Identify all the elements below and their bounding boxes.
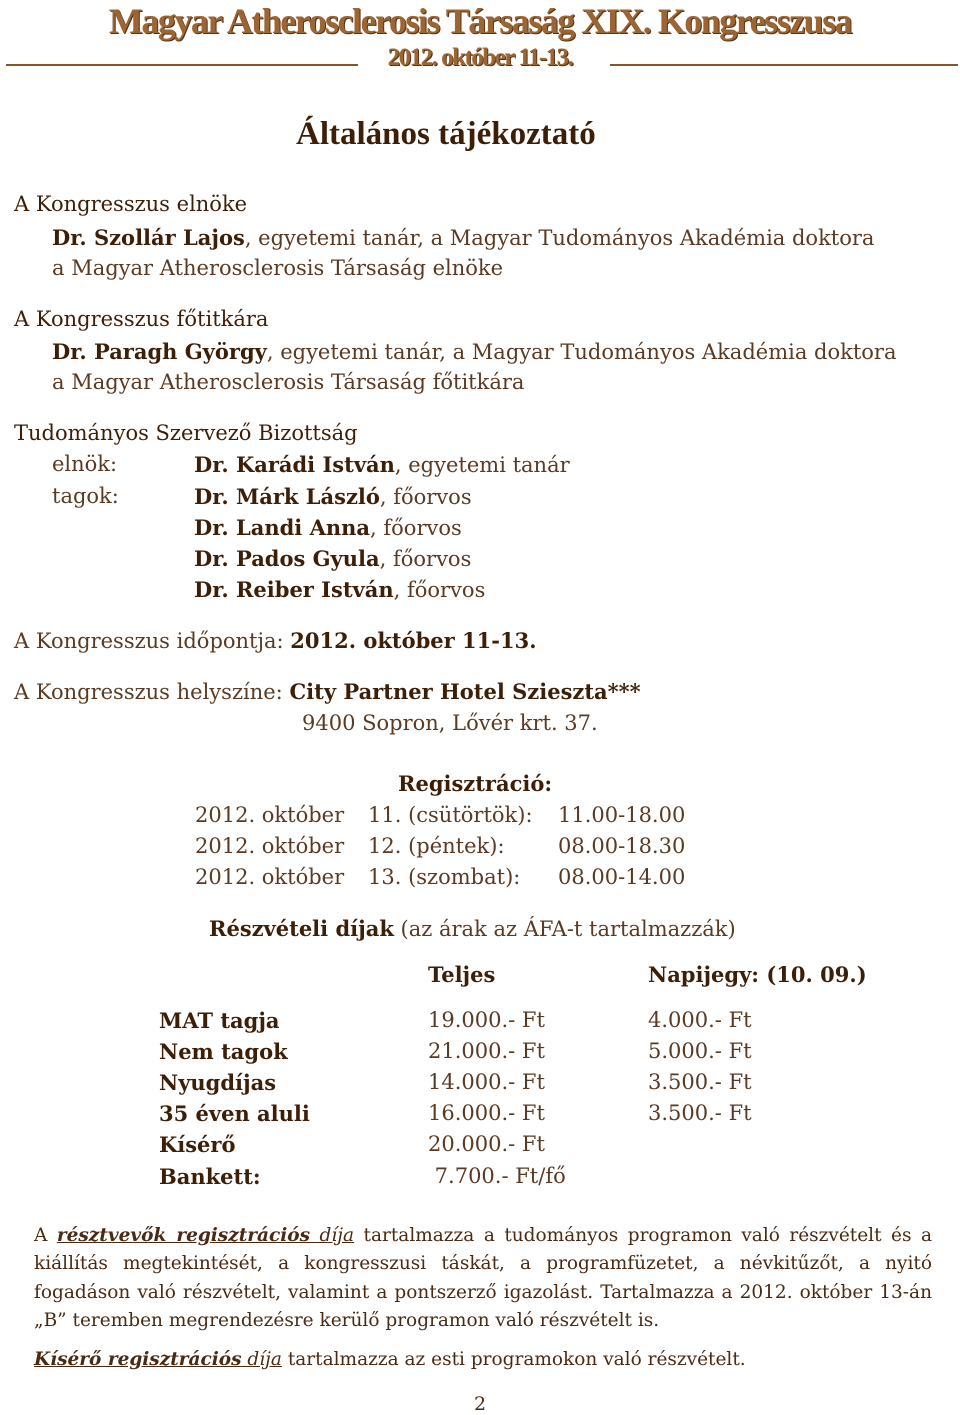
- fees-col-day: Napijegy: (10. 09.): [648, 962, 867, 987]
- president-name: Dr. Szollár Lajos: [52, 225, 245, 250]
- committee-member: [194, 546, 471, 571]
- chair-label: elnök:: [52, 452, 118, 476]
- note2-emphasis: Kísérő regisztrációs: [34, 1349, 242, 1370]
- venue-name: City Partner Hotel Szieszta***: [289, 679, 641, 704]
- fee-label: 35 éven aluli: [159, 1101, 310, 1126]
- fees-heading-note: (az árak az ÁFA-t tartalmazzák): [393, 917, 736, 941]
- member-title: , főorvos: [370, 516, 462, 540]
- committee-chair: [194, 452, 570, 477]
- reg-time: 08.00-14.00: [558, 865, 686, 889]
- venue-label: A Kongresszus helyszíne:: [14, 680, 290, 704]
- congress-title: Magyar Atherosclerosis Társaság XIX. Kongresszusa: [108, 1, 852, 41]
- president-line2: a Magyar Atherosclerosis Társaság elnöke: [52, 256, 504, 280]
- member-title: , főorvos: [393, 578, 486, 602]
- fee-label: Kísérő: [159, 1132, 236, 1157]
- companion-fee-note: [34, 1349, 746, 1370]
- fee-label: Nyugdíjas: [159, 1070, 277, 1095]
- secretary-name: Dr. Paragh György: [52, 339, 267, 364]
- president-heading: A Kongresszus elnöke: [14, 192, 248, 216]
- congress-date-line: [14, 628, 537, 653]
- secretary-heading: A Kongresszus főtitkára: [14, 307, 269, 331]
- reg-time: 11.00-18.00: [558, 803, 686, 827]
- committee-member: [194, 515, 462, 540]
- fee-full: 14.000.- Ft: [428, 1070, 545, 1094]
- congress-date: 2012. október 11-13.: [387, 44, 573, 71]
- fee-day: 4.000.- Ft: [648, 1008, 752, 1032]
- fee-full: 20.000.- Ft: [428, 1132, 545, 1156]
- member-title: , főorvos: [379, 547, 472, 571]
- committee-member: [194, 577, 485, 602]
- note1-text: tartalmazza a tudományos programon való részvételt és a kiállítás megtekintését, a kongresszusi táskát, a programfüzetet, a névkitűzőt, a nyitó fogadáson való részvételt, valamint a pontszerző igazolást. Tartalmazza a 2012. október 13-án „B” teremben megrendezésre kerülő programon való részvételt is.: [34, 1225, 932, 1331]
- note1-emphasis-tail: díja: [310, 1225, 355, 1246]
- reg-day: 13. (szombat):: [368, 865, 521, 889]
- fees-col-full: Teljes: [428, 962, 496, 987]
- fee-full: 16.000.- Ft: [428, 1101, 545, 1125]
- member-name: Dr. Márk László: [194, 484, 380, 509]
- member-name: Dr. Landi Anna: [194, 515, 371, 540]
- note1-emphasis: résztvevők regisztrációs: [56, 1225, 311, 1246]
- fee-label: Bankett:: [159, 1164, 261, 1189]
- header-rule-right: [610, 64, 958, 66]
- fee-day: 5.000.- Ft: [648, 1039, 752, 1063]
- reg-day: 12. (péntek):: [368, 834, 505, 858]
- members-label: tagok:: [52, 484, 119, 508]
- chair-title: , egyetemi tanár: [394, 453, 570, 477]
- secretary-line2: a Magyar Atherosclerosis Társaság főtitkára: [52, 370, 525, 394]
- member-name: Dr. Pados Gyula: [194, 546, 380, 571]
- fee-day: 3.500.- Ft: [648, 1070, 752, 1094]
- fee-full: 7.700.- Ft/fő: [428, 1164, 566, 1188]
- member-title: , főorvos: [379, 485, 472, 509]
- note1-prefix: A: [34, 1225, 57, 1246]
- reg-month: 2012. október: [195, 865, 345, 889]
- reg-day: 11. (csütörtök):: [368, 803, 533, 827]
- president-line1: [52, 225, 874, 250]
- date-value: 2012. október 11-13.: [290, 628, 537, 653]
- fees-heading-bold: Részvételi díjak: [209, 916, 394, 941]
- secretary-title: , egyetemi tanár, a Magyar Tudományos Akadémia doktora: [266, 340, 897, 364]
- fee-full: 21.000.- Ft: [428, 1039, 545, 1063]
- fees-heading: [209, 916, 736, 941]
- reg-month: 2012. október: [195, 803, 345, 827]
- note2-text: tartalmazza az esti programokon való részvételt.: [281, 1349, 746, 1370]
- committee-member: [194, 484, 472, 509]
- participant-fee-note: [34, 1222, 932, 1335]
- chair-name: Dr. Karádi István: [194, 452, 395, 477]
- president-title: , egyetemi tanár, a Magyar Tudományos Akadémia doktora: [244, 226, 875, 250]
- page-number: 2: [473, 1393, 487, 1415]
- reg-month: 2012. október: [195, 834, 345, 858]
- fee-full: 19.000.- Ft: [428, 1008, 545, 1032]
- venue-address: 9400 Sopron, Lővér krt. 37.: [302, 711, 598, 735]
- reg-time: 08.00-18.30: [558, 834, 686, 858]
- registration-heading: Regisztráció:: [398, 771, 553, 796]
- committee-heading: Tudományos Szervező Bizottság: [14, 421, 358, 445]
- note2-emphasis-tail: díja: [241, 1349, 282, 1370]
- secretary-line1: [52, 339, 896, 364]
- date-label: A Kongresszus időpontja:: [14, 629, 291, 653]
- member-name: Dr. Reiber István: [194, 577, 394, 602]
- fee-label: MAT tagja: [159, 1008, 280, 1033]
- fee-label: Nem tagok: [159, 1039, 288, 1064]
- venue-line: [14, 679, 641, 704]
- page-title: Általános tájékoztató: [296, 116, 596, 152]
- fee-day: 3.500.- Ft: [648, 1101, 752, 1125]
